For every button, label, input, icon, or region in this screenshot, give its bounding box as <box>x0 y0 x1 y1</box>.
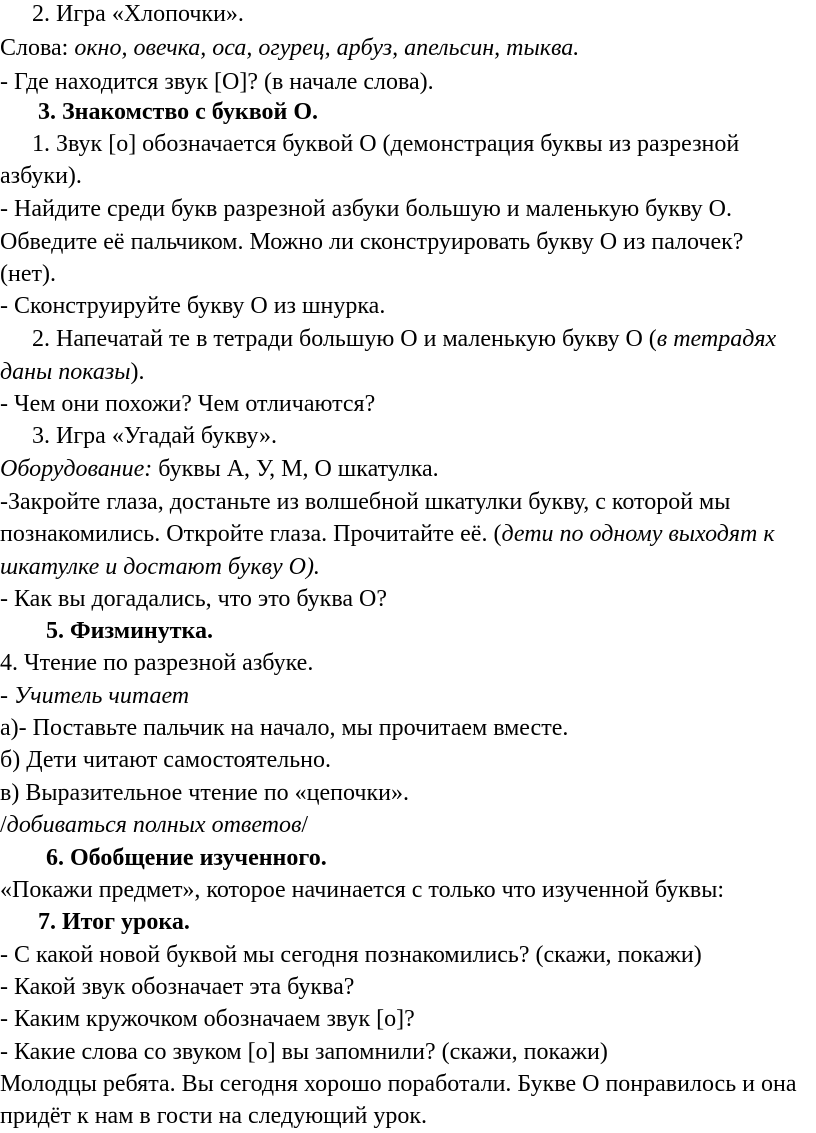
paragraph-line: придёт к нам в гости на следующий урок. <box>0 1103 427 1129</box>
paragraph-line: - Сконструируйте букву О из шнурка. <box>0 293 386 319</box>
italic-note: Учитель читает <box>14 683 190 709</box>
italic-note: в тетрадях <box>656 326 777 352</box>
words-line <box>0 31 816 65</box>
paragraph-line <box>0 452 816 486</box>
paragraph-line <box>0 679 816 713</box>
paragraph-line: шкатулке и достают букву О). <box>0 554 320 580</box>
paragraph-line: (нет). <box>0 261 56 287</box>
paragraph-line: «Покажи предмет», которое начинается с только что изученной буквы: <box>0 877 725 903</box>
paragraph-line: б) Дети читают самостоятельно. <box>0 747 331 773</box>
game-heading: 2. Игра «Хлопочки». <box>32 1 244 27</box>
text-span: / <box>301 812 309 838</box>
text-span: 2. Напечатай те в тетради большую О и маленькую букву О ( <box>32 326 657 352</box>
italic-note: добиваться полных ответов <box>6 812 302 838</box>
paragraph-line <box>32 322 816 356</box>
italic-note: дети по одному выходят к <box>501 521 775 547</box>
paragraph-line: 3. Игра «Угадай букву». <box>32 423 277 449</box>
paragraph-line: - Какие слова со звуком [о] вы запомнили? (скажи, покажи) <box>0 1039 608 1065</box>
equipment-label: Оборудование: <box>0 456 153 482</box>
paragraph-line: азбуки). <box>0 163 82 189</box>
paragraph-line: в) Выразительное чтение по «цепочки». <box>0 780 409 806</box>
paragraph-line <box>0 517 816 551</box>
section-heading-6: 6. Обобщение изученного. <box>46 845 327 871</box>
paragraph-line <box>0 808 816 842</box>
paragraph-line: Молодцы ребята. Вы сегодня хорошо поработали. Букве О понравилось и она <box>0 1071 797 1097</box>
paragraph-line: - Как вы догадались, что это буква О? <box>0 586 387 612</box>
paragraph-line: а)- Поставьте пальчик на начало, мы прочитаем вместе. <box>0 715 569 741</box>
section-heading-3: 3. Знакомство с буквой О. <box>38 99 318 125</box>
words-list: окно, овечка, оса, огурец, арбуз, апельсин, тыква. <box>74 35 580 61</box>
paragraph-line: - Какой звук обозначает эта буква? <box>0 974 355 1000</box>
equipment-list: буквы А, У, М, О шкатулка. <box>152 456 439 482</box>
section-heading-5: 5. Физминутка. <box>46 618 214 644</box>
words-label: Слова: <box>0 35 75 61</box>
text-span: / <box>0 812 7 838</box>
paragraph-line: - Чем они похожи? Чем отличаются? <box>0 391 376 417</box>
text-span: познакомились. Откройте глаза. Прочитайте её. ( <box>0 521 502 547</box>
text-span: - <box>0 683 14 709</box>
paragraph-line: -Закройте глаза, достаньте из волшебной шкатулки букву, с которой мы <box>0 489 731 515</box>
question-line: - Где находится звук [О]? (в начале слова). <box>0 69 434 95</box>
paragraph-line: - Найдите среди букв разрезной азбуки большую и маленькую букву О. <box>0 196 732 222</box>
text-span: ). <box>130 359 145 385</box>
paragraph-line: 1. Звук [о] обозначается буквой О (демонстрация буквы из разрезной <box>32 131 740 157</box>
paragraph-line <box>0 355 816 389</box>
paragraph-line: - С какой новой буквой мы сегодня познакомились? (скажи, покажи) <box>0 942 702 968</box>
section-heading-7: 7. Итог урока. <box>38 909 190 935</box>
italic-note: даны показы <box>0 359 131 385</box>
paragraph-line: Обведите её пальчиком. Можно ли сконструировать букву О из палочек? <box>0 229 744 255</box>
paragraph-line: - Каким кружочком обозначаем звук [о]? <box>0 1006 415 1032</box>
paragraph-line: 4. Чтение по разрезной азбуке. <box>0 650 314 676</box>
